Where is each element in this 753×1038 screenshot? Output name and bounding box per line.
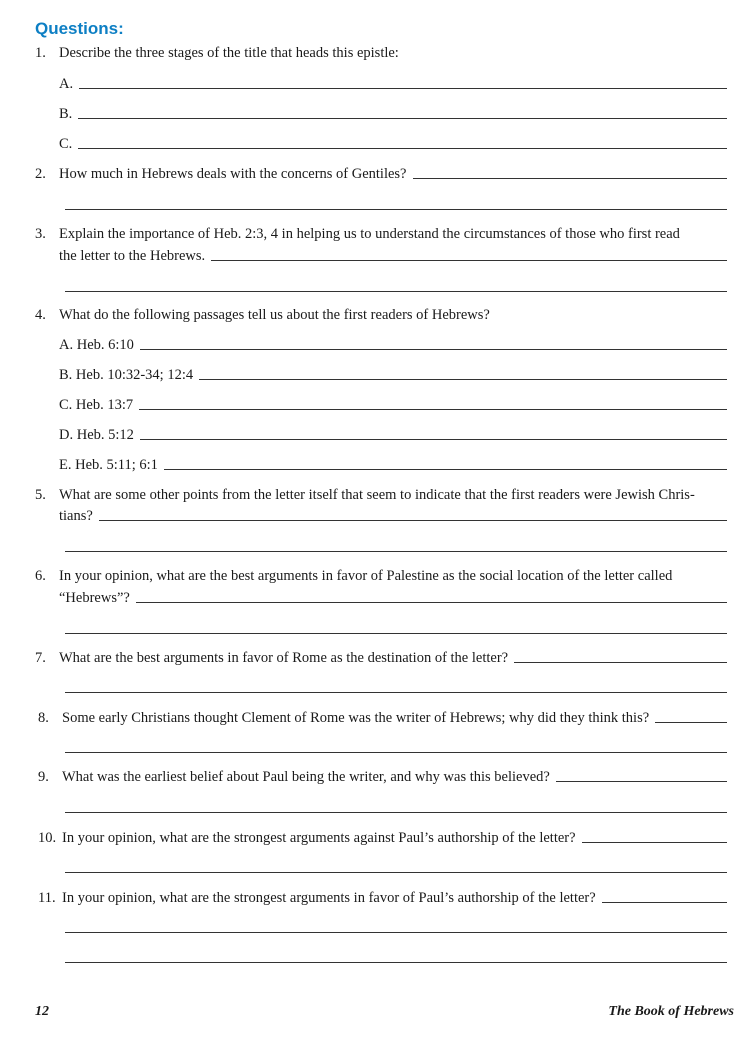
item-label: E. Heb. 5:11; 6:1	[59, 457, 158, 473]
question-3-continued[interactable]	[59, 243, 727, 265]
question-number: 3.	[35, 226, 46, 242]
question-1	[35, 40, 399, 62]
question-number: 11.	[38, 890, 56, 906]
answer-line-1c[interactable]	[59, 131, 727, 153]
item-label: C.	[59, 136, 73, 152]
question-text: Explain the importance of Heb. 2:3, 4 in helping us to understand the circumstances of those who first read	[59, 226, 680, 242]
question-text: Some early Christians thought Clement of Rome was the writer of Hebrews; why did they think this?	[62, 710, 650, 726]
question-text: In your opinion, what are the best arguments in favor of Palestine as the social location of the letter called	[59, 568, 673, 584]
item-label: C. Heb. 13:7	[59, 397, 134, 413]
question-text: What are some other points from the letter itself that seem to indicate that the first readers were Jewish Chris-	[59, 487, 695, 503]
answer-line-4e[interactable]	[59, 452, 727, 474]
question-7[interactable]	[35, 645, 727, 667]
question-text: What are the best arguments in favor of Rome as the destination of the letter?	[59, 650, 509, 666]
question-number: 1.	[35, 45, 46, 61]
item-label: A. Heb. 6:10	[59, 337, 134, 353]
answer-line[interactable]	[65, 872, 727, 873]
answer-line[interactable]	[65, 633, 727, 634]
answer-line[interactable]	[65, 962, 727, 963]
question-text: “Hebrews”?	[59, 590, 130, 606]
question-text: In your opinion, what are the strongest arguments in favor of Paul’s authorship of the letter?	[62, 890, 596, 906]
question-5-continued[interactable]	[59, 503, 727, 525]
question-text: What was the earliest belief about Paul being the writer, and why was this believed?	[62, 769, 550, 785]
question-5	[35, 482, 727, 504]
item-label: D. Heb. 5:12	[59, 427, 134, 443]
question-number: 4.	[35, 307, 46, 323]
question-8[interactable]	[38, 705, 727, 727]
question-6-continued[interactable]	[59, 585, 727, 607]
question-10[interactable]	[38, 825, 727, 847]
question-number: 6.	[35, 568, 46, 584]
answer-line-1b[interactable]	[59, 101, 727, 123]
question-3	[35, 221, 727, 243]
answer-line[interactable]	[65, 209, 727, 210]
question-9[interactable]	[38, 764, 727, 786]
question-11[interactable]	[38, 885, 727, 907]
question-number: 10.	[38, 830, 57, 846]
question-text: How much in Hebrews deals with the concerns of Gentiles?	[59, 166, 407, 182]
answer-line-4c[interactable]	[59, 392, 727, 414]
question-number: 2.	[35, 166, 46, 182]
question-text: the letter to the Hebrews.	[59, 248, 206, 264]
question-number: 5.	[35, 487, 46, 503]
question-text: What do the following passages tell us about the first readers of Hebrews?	[59, 307, 490, 323]
question-6	[35, 563, 727, 585]
answer-line[interactable]	[65, 692, 727, 693]
answer-line-4a[interactable]	[59, 332, 727, 354]
answer-line-1a[interactable]	[59, 71, 727, 93]
page-number: 12	[35, 1004, 49, 1019]
item-label: B. Heb. 10:32-34; 12:4	[59, 367, 194, 383]
item-label: B.	[59, 106, 73, 122]
book-title: The Book of Hebrews	[608, 1004, 734, 1019]
question-number: 9.	[38, 769, 49, 785]
answer-line[interactable]	[65, 812, 727, 813]
page-title: Questions:	[35, 19, 124, 38]
answer-line[interactable]	[65, 291, 727, 292]
answer-line[interactable]	[65, 932, 727, 933]
item-label: A.	[59, 76, 74, 92]
answer-line-4d[interactable]	[59, 422, 727, 444]
question-4	[35, 302, 727, 324]
question-text: Describe the three stages of the title that heads this epistle:	[59, 45, 399, 61]
question-number: 7.	[35, 650, 46, 666]
answer-line-4b[interactable]	[59, 362, 727, 384]
answer-line[interactable]	[65, 551, 727, 552]
question-text: tians?	[59, 508, 93, 524]
answer-line[interactable]	[65, 752, 727, 753]
question-2[interactable]	[35, 161, 727, 183]
question-number: 8.	[38, 710, 49, 726]
question-text: In your opinion, what are the strongest arguments against Paul’s authorship of the letter?	[62, 830, 576, 846]
